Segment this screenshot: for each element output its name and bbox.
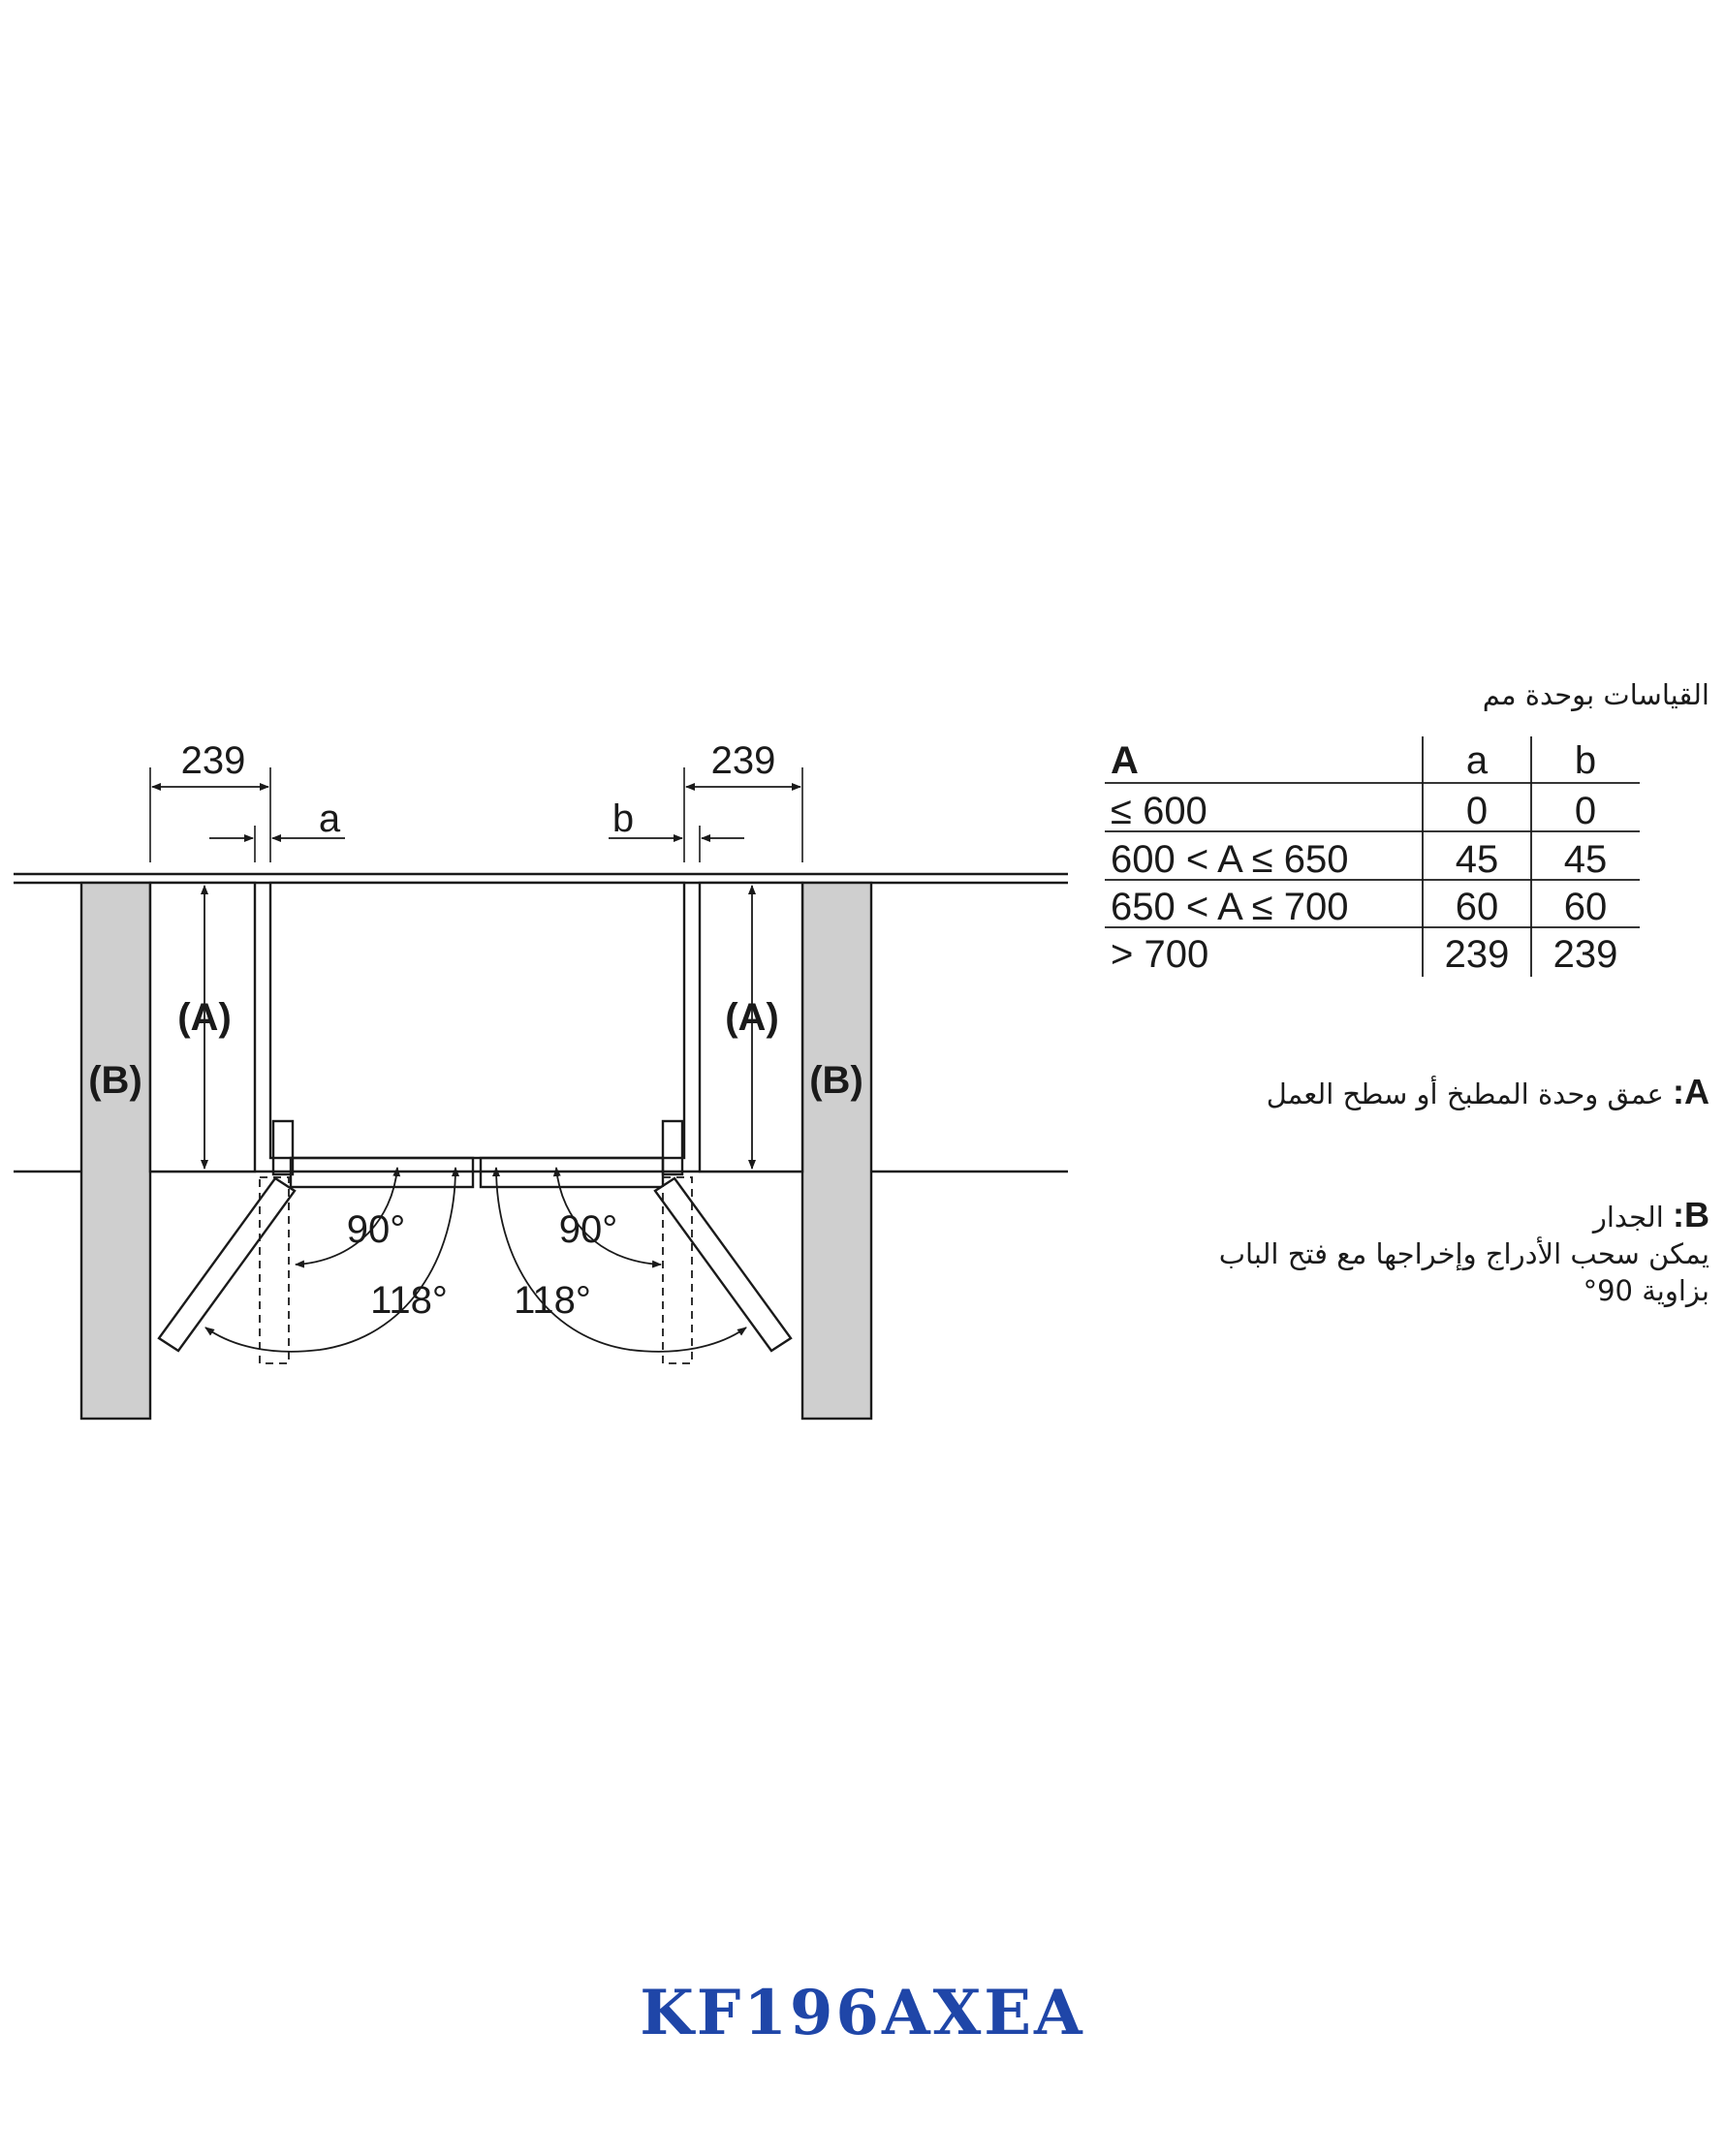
door-right [655, 1178, 791, 1351]
table-row-1-range: ≤ 600 [1111, 790, 1208, 832]
table-row-2-range: 600 < A ≤ 650 [1111, 838, 1349, 881]
table-row-4-a: 239 [1444, 933, 1510, 976]
table-row-4-range: > 700 [1111, 933, 1209, 976]
door-left [159, 1178, 295, 1351]
dim-239-left-label: 239 [180, 739, 246, 782]
legend-a-text: عمق وحدة المطبخ أو سطح العمل [1266, 1078, 1664, 1110]
angle-90-right-label: 90° [558, 1208, 618, 1251]
table-header-a: a [1465, 739, 1489, 782]
table-row-3-range: 650 < A ≤ 700 [1111, 886, 1349, 928]
gap-a-label: a [318, 797, 341, 840]
legend-b-key: B: [1673, 1195, 1709, 1234]
table-header-a-range: A [1111, 739, 1139, 782]
depth-a-right-label: (A) [725, 996, 779, 1039]
wall-right [802, 883, 871, 1419]
legend-b-text: الجدار [1592, 1201, 1664, 1234]
table-row-2-a: 45 [1455, 838, 1499, 881]
angle-118-left-label: 118° [370, 1279, 448, 1322]
legend-a [1267, 1074, 1709, 1112]
angle-90-left-label: 90° [346, 1208, 406, 1251]
model-number: KF196AXEA [640, 1977, 1085, 2049]
table-header-b: b [1574, 739, 1597, 782]
dim-239-right-label: 239 [710, 739, 776, 782]
legend-b-title [1219, 1197, 1709, 1235]
table-row-2-b: 45 [1563, 838, 1608, 881]
table-row-4-b: 239 [1552, 933, 1618, 976]
table-row-3-b: 60 [1563, 886, 1608, 928]
table-row-1-a: 0 [1465, 790, 1489, 832]
fridge-body [270, 883, 684, 1158]
legend-a-key: A: [1673, 1072, 1709, 1111]
depth-a-left-label: (A) [177, 996, 232, 1039]
table-row-3-a: 60 [1455, 886, 1499, 928]
legend-b-note-line2: بزاوية 90° [1583, 1274, 1709, 1307]
wall-b-left-label: (B) [88, 1059, 142, 1102]
wall-left [81, 883, 150, 1419]
gap-b-label: b [612, 797, 635, 840]
wall-b-right-label: (B) [809, 1059, 863, 1102]
legend-b [1219, 1197, 1709, 1309]
legend-b-note-line1: يمكن سحب الأدراج وإخراجها مع فتح الباب [1218, 1237, 1709, 1270]
units-caption: القياسات بوحدة مم [1482, 678, 1709, 711]
angle-118-right-label: 118° [514, 1279, 591, 1322]
table-row-1-b: 0 [1574, 790, 1597, 832]
